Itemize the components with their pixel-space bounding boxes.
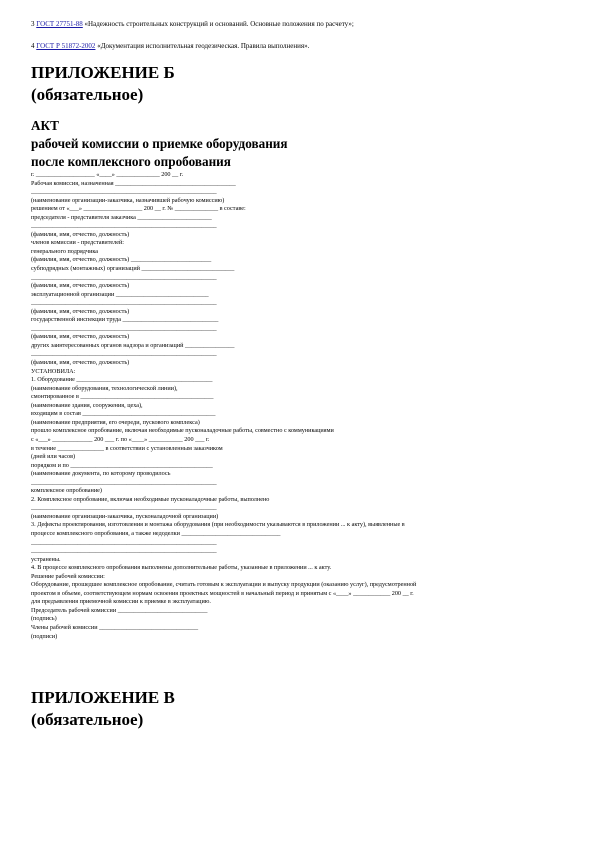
- form-line-text: ____________________________________________________________: [31, 504, 217, 512]
- form-line-text: прошло комплексное опробование, включая необходимые пусконаладочные работы, совместно с коммуникациями: [31, 427, 334, 435]
- form-line: [31, 333, 571, 342]
- form-line: [31, 513, 571, 522]
- form-line: [31, 487, 571, 496]
- form-line-text: (фамилия, имя, отчество, должность): [31, 307, 130, 315]
- form-line: [31, 393, 571, 402]
- form-line: [31, 385, 571, 394]
- form-line: [31, 496, 571, 505]
- form-line-text: 4. В процессе комплексного опробования выполнены дополнительные работы, указанные в приложении ... к акту.: [31, 564, 332, 572]
- form-line: [31, 282, 571, 291]
- form-line-text: (дней или часов): [31, 453, 76, 461]
- form-line: [31, 633, 571, 642]
- form-line-text: (фамилия, имя, отчество, должность): [31, 230, 130, 238]
- form-line: [31, 581, 571, 590]
- form-line-text: ____________________________________________________________: [31, 273, 217, 281]
- form-line-text: с «___» _____________ 200 ___ г. по «____» ___________ 200 ___ г.: [31, 435, 210, 443]
- form-line-text: (подписи): [31, 632, 58, 640]
- form-line-text: Члены рабочей комиссии ________________________________: [31, 623, 199, 631]
- form-line: [31, 462, 571, 471]
- form-line-text: решением от «___» ___________________ 200 __ г. № ______________ в составе:: [31, 205, 246, 213]
- form-line: [31, 308, 571, 317]
- form-line: [31, 453, 571, 462]
- form-line-text: генерального подрядчика: [31, 247, 99, 255]
- form-line: [31, 274, 571, 283]
- form-line: [31, 470, 571, 479]
- form-line-text: ____________________________________________________________: [31, 478, 217, 486]
- form-line: [31, 573, 571, 582]
- form-line: [31, 171, 571, 180]
- reference-line-3: [31, 20, 354, 29]
- form-line: [31, 436, 571, 445]
- appendix-b-subtitle: (обязательное): [31, 85, 144, 104]
- appendix-v-subtitle: (обязательное): [31, 710, 144, 729]
- form-line: [31, 521, 571, 530]
- form-line: [31, 419, 571, 428]
- form-line-text: (наименование предприятия, его очереди, пускового комплекса): [31, 418, 200, 426]
- form-line-text: ____________________________________________________________: [31, 538, 217, 546]
- form-line-text: (наименование здания, сооружения, цеха),: [31, 401, 143, 409]
- form-line-text: ____________________________________________________________: [31, 188, 217, 196]
- form-line-text: порядком и по ______________________________________________: [31, 461, 213, 469]
- form-line: [31, 598, 571, 607]
- form-line-text: 3. Дефекты проектирования, изготовления и монтажа оборудования (при необходимости указываются в приложении ... к акту), выявленные в: [31, 521, 405, 529]
- form-line-text: (наименование документа, по которому проводилось: [31, 470, 171, 478]
- form-line-text: эксплуатационной организации ______________________________: [31, 290, 209, 298]
- reference-link[interactable]: ГОСТ 27751-88: [36, 20, 83, 28]
- form-line: [31, 291, 571, 300]
- form-line-text: (наименование организации-заказчика, назначившей рабочую комиссию): [31, 196, 225, 204]
- form-line: [31, 530, 571, 539]
- form-line-text: (подпись): [31, 615, 57, 623]
- appendix-v-title: ПРИЛОЖЕНИЕ В: [31, 688, 175, 707]
- act-subtitle-line-2: после комплексного опробования: [31, 154, 231, 169]
- form-line: [31, 607, 571, 616]
- form-line: [31, 479, 571, 488]
- form-line: [31, 256, 571, 265]
- form-line: [31, 231, 571, 240]
- form-line: [31, 350, 571, 359]
- appendix-b-title: ПРИЛОЖЕНИЕ Б: [31, 63, 175, 82]
- form-line-text: государственной инспекции труда _______________________________: [31, 316, 219, 324]
- form-line-text: ____________________________________________________________: [31, 350, 217, 358]
- form-line-text: председателя - представителя заказчика ________________________: [31, 213, 212, 221]
- form-line-text: (фамилия, имя, отчество, должность): [31, 282, 130, 290]
- form-line: [31, 265, 571, 274]
- form-line-text: процессе комплексного опробования, а также недоделки ________________________________: [31, 529, 281, 537]
- form-line: [31, 188, 571, 197]
- form-line-text: 2. Комплексное опробование, включая необходимые пусконаладочные работы, выполнено: [31, 495, 270, 503]
- form-line: [31, 214, 571, 223]
- form-line: [31, 368, 571, 377]
- form-line: [31, 556, 571, 565]
- act-title: АКТ: [31, 118, 59, 133]
- form-line-text: (наименование оборудования, технологической линии),: [31, 384, 178, 392]
- form-line-text: УСТАНОВИЛА:: [31, 367, 76, 375]
- reference-number: 3: [31, 20, 37, 28]
- form-line-text: в течение _______________ в соответствии с установленным заказчиком: [31, 444, 223, 452]
- form-line-text: ____________________________________________________________: [31, 299, 217, 307]
- form-line: [31, 342, 571, 351]
- form-line: [31, 590, 571, 599]
- form-line-text: г. ___________________ «____» ______________ 200 __ г.: [31, 171, 184, 178]
- form-line-text: комплексное опробование): [31, 487, 102, 495]
- form-line: [31, 197, 571, 206]
- form-line-text: устранены.: [31, 555, 61, 563]
- form-line-text: Председатель рабочей комиссии _____________________________: [31, 606, 208, 614]
- form-line: [31, 205, 571, 214]
- form-line: [31, 222, 571, 231]
- form-line-text: Оборудование, прошедшее комплексное опробование, считать готовым к эксплуатации и выпуску продукции (оказанию услуг), предусмотренной: [31, 581, 417, 589]
- form-line-text: для предъявления приемочной комиссии к приемке в эксплуатацию.: [31, 598, 211, 606]
- form-line-text: входящим в состав ___________________________________________: [31, 410, 216, 418]
- reference-text: «Надежность строительных конструкций и оснований. Основные положения по расчету»;: [84, 20, 354, 28]
- form-line: [31, 410, 571, 419]
- reference-text: «Документация исполнительная геодезическая. Правила выполнения».: [97, 42, 310, 50]
- form-line-text: Решение рабочей комиссии:: [31, 572, 105, 580]
- form-line-text: 1. Оборудование ____________________________________________: [31, 376, 213, 384]
- form-line: [31, 325, 571, 334]
- form-line: [31, 504, 571, 513]
- form-line: [31, 180, 571, 189]
- form-line-text: ____________________________________________________________: [31, 547, 217, 555]
- form-line-text: (наименование организации-заказчика, пусконаладочной организации): [31, 512, 219, 520]
- form-line: [31, 316, 571, 325]
- act-subtitle-line-1: рабочей комиссии о приемке оборудования: [31, 136, 288, 151]
- form-line: [31, 445, 571, 454]
- form-line-text: (фамилия, имя, отчество, должность): [31, 359, 130, 367]
- form-line: [31, 427, 571, 436]
- form-line: [31, 299, 571, 308]
- form-line: [31, 650, 571, 659]
- form-line: [31, 624, 571, 633]
- form-line-text: (фамилия, имя, отчество, должность): [31, 333, 130, 341]
- form-line: [31, 539, 571, 548]
- form-line: [31, 615, 571, 624]
- form-line-text: (фамилия, имя, отчество, должность) __________________________: [31, 256, 212, 264]
- reference-line-4: [31, 42, 309, 51]
- form-line: [31, 402, 571, 411]
- form-line-text: других заинтересованных органов надзора и организаций ________________: [31, 341, 235, 349]
- form-line: [31, 547, 571, 556]
- form-line-text: членов комиссии - представителей:: [31, 239, 125, 247]
- form-line: [31, 564, 571, 573]
- form-line-text: смонтированное в ___________________________________________: [31, 393, 214, 401]
- form-line: [31, 359, 571, 368]
- form-line: [31, 239, 571, 248]
- form-line-text: ____________________________________________________________: [31, 324, 217, 332]
- form-line: [31, 248, 571, 257]
- form-line-text: ____________________________________________________________: [31, 222, 217, 230]
- form-line-text: Рабочая комиссия, назначенная _______________________________________: [31, 179, 236, 187]
- act-form-body: [31, 171, 571, 658]
- reference-number: 4: [31, 42, 37, 50]
- form-line: [31, 641, 571, 650]
- reference-link[interactable]: ГОСТ Р 51872-2002: [36, 42, 96, 50]
- form-line: [31, 376, 571, 385]
- form-line-text: проектом в объеме, соответствующем нормам освоения проектных мощностей в начальный период и принятым с «____» ____________ 200 __ г.: [31, 589, 414, 597]
- form-line-text: субподрядных (монтажных) организаций ______________________________: [31, 265, 235, 273]
